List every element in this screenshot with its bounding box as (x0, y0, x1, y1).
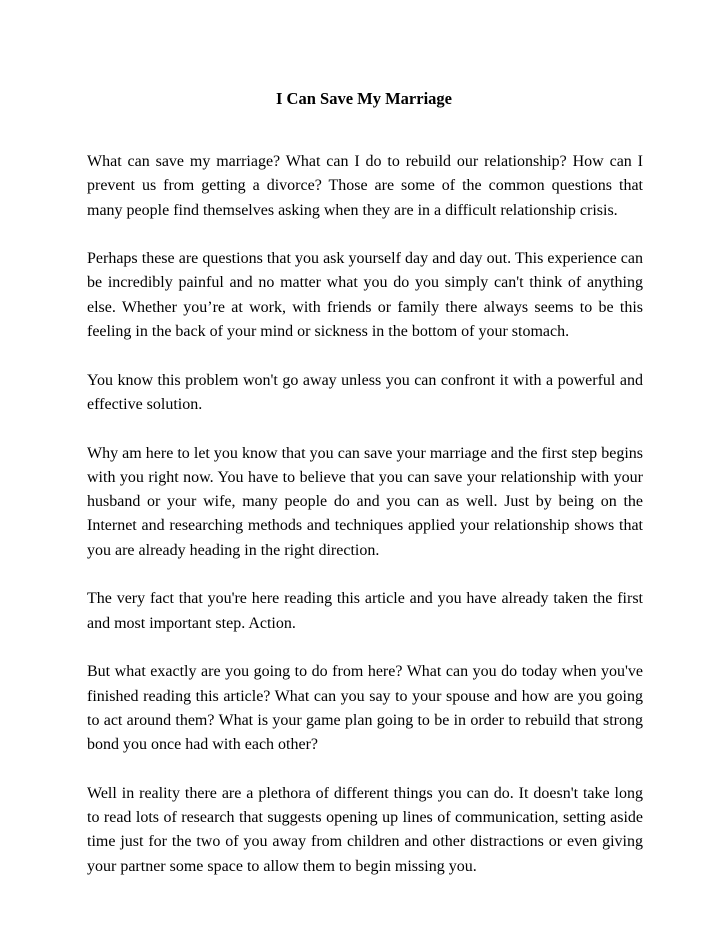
paragraph-3: You know this problem won't go away unless you can confront it with a powerful and effective solution. (87, 371, 643, 413)
paragraph-5: The very fact that you're here reading this article and you have already taken the first and most important step. Action. (87, 590, 643, 632)
paragraph-2: Perhaps these are questions that you ask yourself day and day out. This experience can be incredibly painful and no matter what you do you simply can't think of anything else. Whether you’re at work, with friends or family there always seems to be this feeling in the back of your mind or sickness in the bottom of your stomach. (87, 250, 643, 341)
paragraph-4: Why am here to let you know that you can save your marriage and the first step begins with you right now. You have to believe that you can save your relationship with your husband or your wife, many people do and you can as well. Just by being on the Internet and researching methods and techniques applied your relationship shows that you are already heading in the right direction. (87, 444, 643, 559)
paragraph-7: Well in reality there are a plethora of different things you can do. It doesn't take long to read lots of research that suggests opening up lines of communication, setting aside time just for the two of you away from children and other distractions or even giving your partner some space to allow them to begin missing you. (87, 784, 643, 875)
document-body (87, 150, 643, 903)
paragraph-1: What can save my marriage? What can I do to rebuild our relationship? How can I prevent us from getting a divorce? Those are some of the common questions that many people find themselves asking when they are in a difficult relationship crisis. (87, 153, 643, 219)
paragraph-6: But what exactly are you going to do from here? What can you do today when you've finished reading this article? What can you say to your spouse and how are you going to act around them? What is your game plan going to be in order to rebuild that strong bond you once had with each other? (87, 663, 643, 754)
document-title: I Can Save My Marriage (276, 89, 452, 108)
